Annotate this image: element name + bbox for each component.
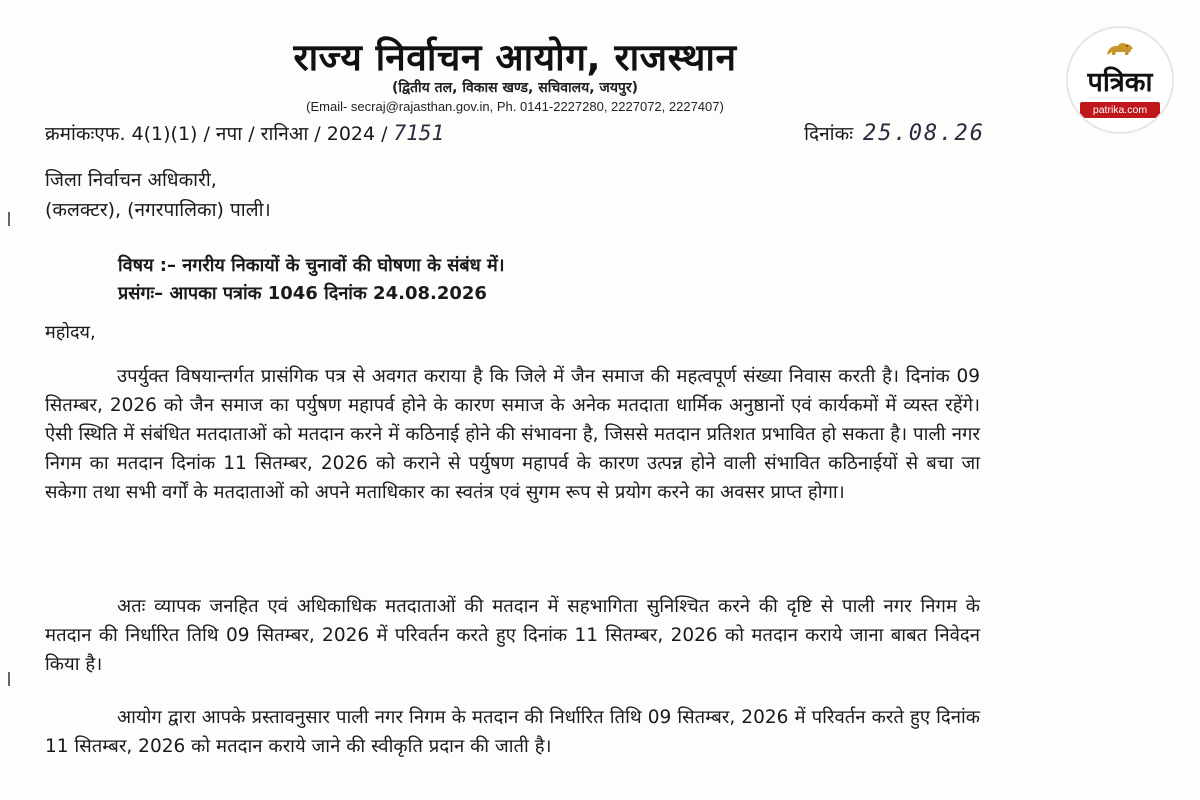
recipient-line-1: जिला निर्वाचन अधिकारी, <box>45 169 217 191</box>
reference-row <box>45 120 985 150</box>
reference-date-label: दिनांकः <box>804 123 854 145</box>
commission-title: राज्य निर्वाचन आयोग, राजस्थान <box>293 36 737 79</box>
reference-number-handwritten: 7151 <box>393 121 445 145</box>
logo-url: patrika.com <box>1080 102 1160 118</box>
recipient-line-2: (कलक्टर), (नगरपालिका) पाली। <box>45 199 271 221</box>
lion-emblem-icon <box>1104 40 1136 58</box>
paragraph-1-text: उपर्युक्त विषयान्तर्गत प्रासंगिक पत्र से अवगत कराया है कि जिले में जैन समाज की महत्वपूर्ण संख्या निवास करती है। दिनांक 09 सितम्बर, 2026 को जैन समाज का पर्युषण महापर्व होने के कारण समाज के अनेक मतदाता धार्मिक अनुष्ठानों एवं कार्यकमों में व्यस्त रहेंगे। ऐसी स्थिति में संबंधित मतदाताओं को मतदान करने में कठिनाई होने की संभावना है, जिससे मतदान प्रतिशत प्रभावित हो सकता है। पाली नगर निगम का मतदान दिनांक 11 सितम्बर, 2026 को कराने से पर्युषण महापर्व के कारण उत्पन्न होने वाली संभावित कठिनाईयों से बचा जा सकेगा तथा सभी वर्गों के मतदाताओं को अपने मताधिकार का स्वतंत्र एवं सुगम रूप से प्रयोग करने का अवसर प्राप्त होगा। <box>45 366 980 503</box>
margin-mark <box>8 212 10 226</box>
subject-reference-line: प्रसंगः– आपका पत्रांक 1046 दिनांक 24.08.2026 <box>118 283 487 304</box>
patrika-logo <box>1068 28 1172 132</box>
margin-mark <box>8 672 10 686</box>
subject-line: विषय :– नगरीय निकायों के चुनावों की घोषणा के संबंध में। <box>118 255 505 276</box>
reference-number <box>45 120 444 146</box>
paragraph-2 <box>45 592 980 679</box>
reference-number-label: क्रमांकःएफ. 4(1)(1) / नपा / रानिआ / 2024 / <box>45 123 388 145</box>
paragraph-3 <box>45 703 980 761</box>
subject-block <box>118 252 505 308</box>
logo-name: पत्रिका <box>1087 67 1153 98</box>
recipient-block <box>45 165 271 225</box>
salutation: महोदय, <box>45 322 96 343</box>
reference-date <box>804 120 985 146</box>
paragraph-2-text: अतः व्यापक जनहित एवं अधिकाधिक मतदाताओं की मतदान में सहभागिता सुनिश्चित करने की दृष्टि से पाली नगर निगम के मतदान की निर्धारित तिथि 09 सितम्बर, 2026 में परिवर्तन करते हुए दिनांक 11 सितम्बर, 2026 को मतदान कराये जाना बाबत निवेदन किया है। <box>45 596 980 675</box>
paragraph-3-text: आयोग द्वारा आपके प्रस्तावनुसार पाली नगर निगम के मतदान की निर्धारित तिथि 09 सितम्बर, 2026 में परिवर्तन करते हुए दिनांक 11 सितम्बर, 2026 को मतदान कराये जाने की स्वीकृति प्रदान की जाती है। <box>45 707 980 757</box>
commission-contact: (Email- secraj@rajasthan.gov.in, Ph. 0141-2227280, 2227072, 2227407) <box>306 99 724 114</box>
reference-date-handwritten: 25.08.26 <box>863 121 985 146</box>
commission-address: (द्वितीय तल, विकास खण्ड, सचिवालय, जयपुर) <box>391 80 639 96</box>
paragraph-1 <box>45 362 980 507</box>
